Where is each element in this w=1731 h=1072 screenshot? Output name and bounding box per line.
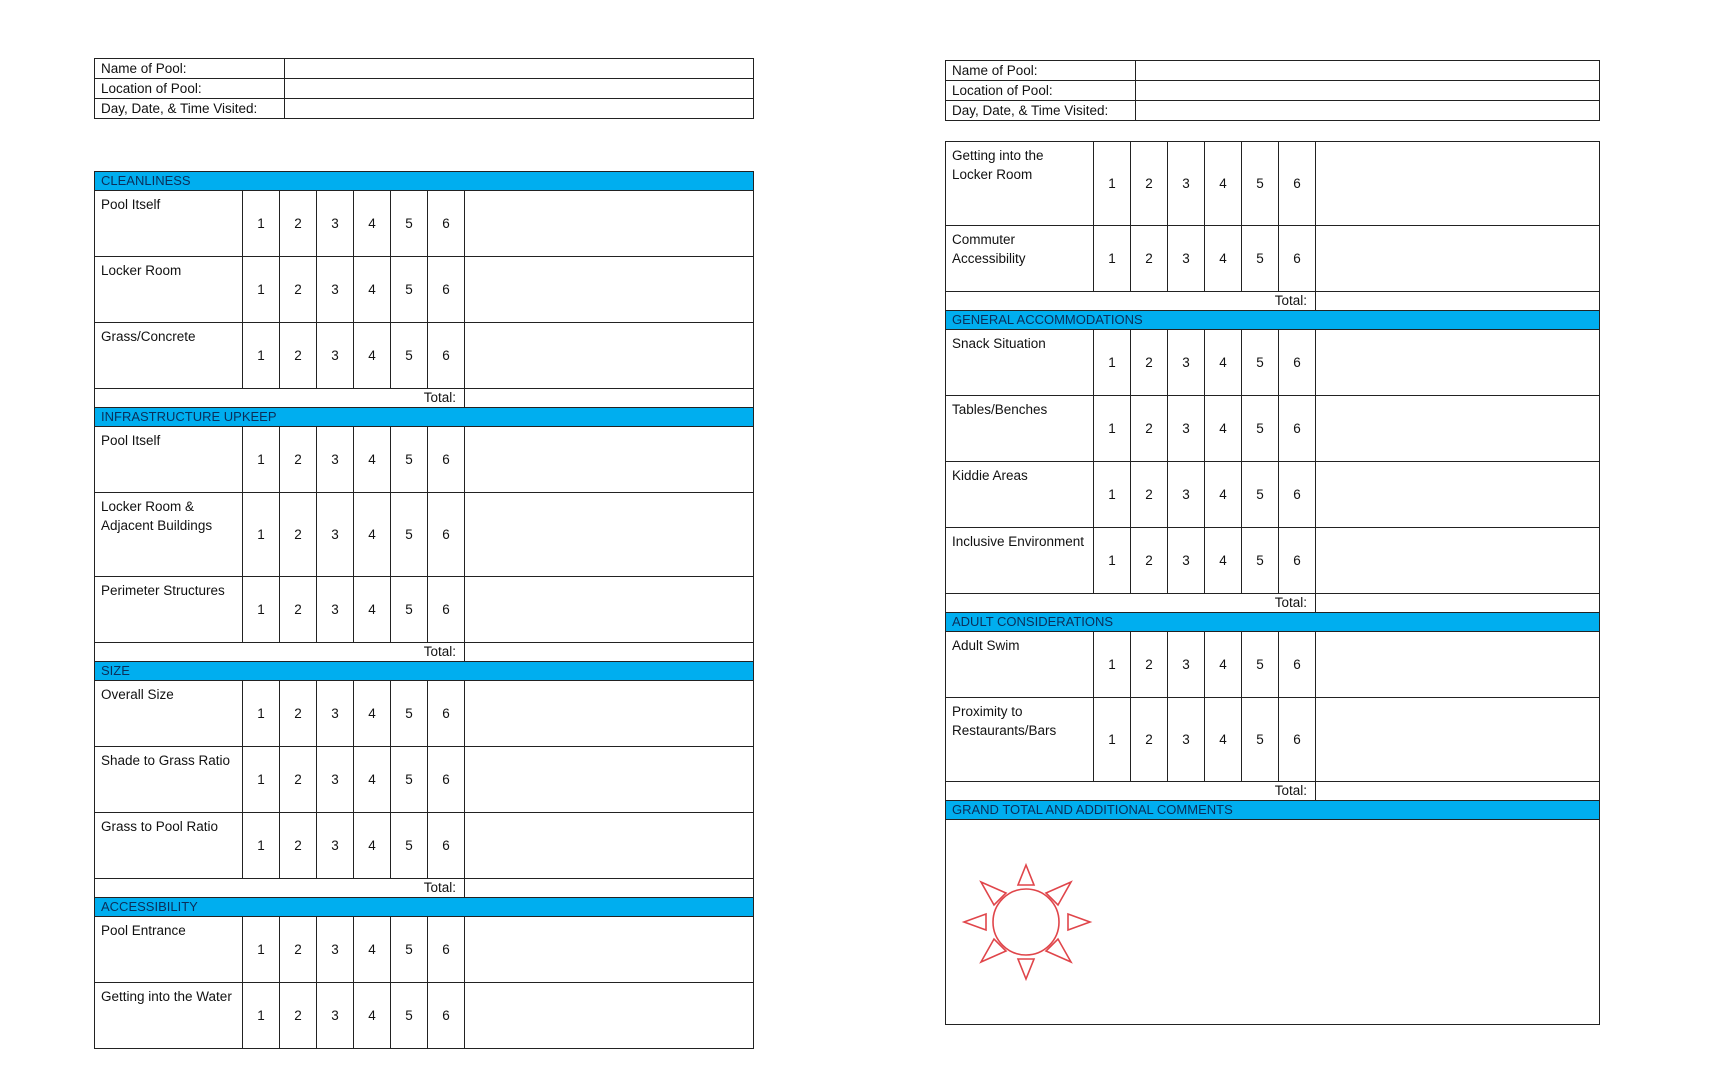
score-option-4[interactable]: 4 <box>1205 698 1242 782</box>
total-label: Total: <box>95 389 465 408</box>
score-option-4[interactable]: 4 <box>1205 462 1242 528</box>
score-option-4[interactable]: 4 <box>354 257 391 323</box>
comments-cell[interactable] <box>465 427 754 493</box>
score-option-4[interactable]: 4 <box>354 323 391 389</box>
rating-row <box>95 577 754 643</box>
score-option-6[interactable]: 6 <box>428 681 465 747</box>
score-option-3[interactable]: 3 <box>317 493 354 577</box>
score-option-6[interactable]: 6 <box>428 257 465 323</box>
comments-cell[interactable] <box>465 191 754 257</box>
total-value-field[interactable] <box>465 389 754 408</box>
score-option-5[interactable]: 5 <box>391 917 428 983</box>
right-scorecard-page <box>945 60 1600 1025</box>
criterion-label: Getting into the Locker Room <box>946 142 1094 226</box>
rating-row <box>946 698 1600 782</box>
section-title: GRAND TOTAL AND ADDITIONAL COMMENTS <box>946 801 1600 820</box>
comments-cell[interactable] <box>465 983 754 1049</box>
score-option-3[interactable]: 3 <box>1168 396 1205 462</box>
sun-icon <box>956 855 1106 990</box>
score-option-3[interactable]: 3 <box>317 323 354 389</box>
score-option-1[interactable]: 1 <box>243 323 280 389</box>
info-row <box>95 59 754 79</box>
score-option-4[interactable]: 4 <box>1205 330 1242 396</box>
score-option-6[interactable]: 6 <box>428 577 465 643</box>
criterion-label: Locker Room <box>95 257 243 323</box>
section-header <box>95 898 754 917</box>
score-option-5[interactable]: 5 <box>1242 698 1279 782</box>
comments-cell[interactable] <box>1316 142 1600 226</box>
score-option-1[interactable]: 1 <box>243 427 280 493</box>
score-option-4[interactable]: 4 <box>354 493 391 577</box>
info-value-field[interactable] <box>285 79 754 99</box>
total-row <box>946 594 1600 613</box>
rating-row <box>95 813 754 879</box>
rating-row <box>95 191 754 257</box>
score-option-5[interactable]: 5 <box>391 681 428 747</box>
score-option-2[interactable]: 2 <box>280 323 317 389</box>
rating-row <box>95 917 754 983</box>
total-row <box>95 879 754 898</box>
comments-cell[interactable] <box>1316 632 1600 698</box>
score-option-2[interactable]: 2 <box>1131 462 1168 528</box>
criterion-label: Pool Itself <box>95 427 243 493</box>
score-option-2[interactable]: 2 <box>1131 226 1168 292</box>
score-option-2[interactable]: 2 <box>1131 396 1168 462</box>
info-label: Day, Date, & Time Visited: <box>95 99 285 119</box>
score-option-3[interactable]: 3 <box>1168 528 1205 594</box>
score-option-4[interactable]: 4 <box>1205 632 1242 698</box>
rating-row <box>946 330 1600 396</box>
score-option-3[interactable]: 3 <box>1168 226 1205 292</box>
score-option-1[interactable]: 1 <box>243 747 280 813</box>
score-option-5[interactable]: 5 <box>1242 632 1279 698</box>
score-option-5[interactable]: 5 <box>391 323 428 389</box>
section-title: CLEANLINESS <box>95 172 754 191</box>
score-option-1[interactable]: 1 <box>243 681 280 747</box>
info-row <box>95 79 754 99</box>
score-option-6[interactable]: 6 <box>428 747 465 813</box>
total-row <box>95 389 754 408</box>
rating-row <box>95 323 754 389</box>
criterion-label: Pool Entrance <box>95 917 243 983</box>
total-label: Total: <box>946 292 1316 311</box>
section-title: SIZE <box>95 662 754 681</box>
score-option-5[interactable]: 5 <box>391 257 428 323</box>
score-option-5[interactable]: 5 <box>1242 396 1279 462</box>
score-option-4[interactable]: 4 <box>354 681 391 747</box>
score-option-4[interactable]: 4 <box>354 427 391 493</box>
rating-row <box>946 632 1600 698</box>
total-value-field[interactable] <box>1316 782 1600 801</box>
score-option-4[interactable]: 4 <box>354 917 391 983</box>
comments-cell[interactable] <box>1316 396 1600 462</box>
rating-row <box>95 427 754 493</box>
grand-total-comments-box[interactable] <box>946 820 1600 1025</box>
score-option-5[interactable]: 5 <box>391 493 428 577</box>
criterion-label: Adult Swim <box>946 632 1094 698</box>
score-option-2[interactable]: 2 <box>1131 632 1168 698</box>
info-value-field[interactable] <box>1136 61 1600 81</box>
score-option-3[interactable]: 3 <box>1168 698 1205 782</box>
score-option-5[interactable]: 5 <box>1242 330 1279 396</box>
info-label: Name of Pool: <box>95 59 285 79</box>
score-option-5[interactable]: 5 <box>391 191 428 257</box>
section-header <box>946 311 1600 330</box>
criterion-label: Pool Itself <box>95 191 243 257</box>
total-row <box>946 292 1600 311</box>
grand-total-comments-row <box>946 820 1600 1025</box>
score-option-1[interactable]: 1 <box>1094 528 1131 594</box>
comments-cell[interactable] <box>465 577 754 643</box>
score-option-6[interactable]: 6 <box>428 191 465 257</box>
total-value-field[interactable] <box>465 879 754 898</box>
criterion-label: Snack Situation <box>946 330 1094 396</box>
total-label: Total: <box>946 782 1316 801</box>
ratings-table <box>945 141 1600 1025</box>
info-label: Day, Date, & Time Visited: <box>946 101 1136 121</box>
score-option-1[interactable]: 1 <box>1094 226 1131 292</box>
score-option-6[interactable]: 6 <box>428 917 465 983</box>
score-option-3[interactable]: 3 <box>317 917 354 983</box>
rating-row <box>95 681 754 747</box>
score-option-1[interactable]: 1 <box>243 577 280 643</box>
criterion-label: Getting into the Water <box>95 983 243 1049</box>
score-option-4[interactable]: 4 <box>1205 142 1242 226</box>
score-option-5[interactable]: 5 <box>1242 528 1279 594</box>
score-option-1[interactable]: 1 <box>1094 330 1131 396</box>
rating-row <box>95 257 754 323</box>
score-option-6[interactable]: 6 <box>428 427 465 493</box>
info-value-field[interactable] <box>1136 101 1600 121</box>
score-option-2[interactable]: 2 <box>1131 698 1168 782</box>
criterion-label: Locker Room & Adjacent Buildings <box>95 493 243 577</box>
comments-cell[interactable] <box>465 493 754 577</box>
info-value-field[interactable] <box>285 99 754 119</box>
score-option-1[interactable]: 1 <box>243 813 280 879</box>
info-row <box>946 101 1600 121</box>
score-option-1[interactable]: 1 <box>1094 462 1131 528</box>
score-option-3[interactable]: 3 <box>1168 330 1205 396</box>
score-option-4[interactable]: 4 <box>1205 396 1242 462</box>
score-option-5[interactable]: 5 <box>1242 142 1279 226</box>
score-option-2[interactable]: 2 <box>280 577 317 643</box>
score-option-4[interactable]: 4 <box>354 191 391 257</box>
score-option-6[interactable]: 6 <box>1279 396 1316 462</box>
total-value-field[interactable] <box>465 643 754 662</box>
rating-row <box>95 983 754 1049</box>
total-label: Total: <box>946 594 1316 613</box>
info-label: Location of Pool: <box>95 79 285 99</box>
score-option-6[interactable]: 6 <box>1279 226 1316 292</box>
criterion-label: Kiddie Areas <box>946 462 1094 528</box>
score-option-3[interactable]: 3 <box>317 577 354 643</box>
rating-row <box>946 528 1600 594</box>
score-option-1[interactable]: 1 <box>1094 142 1131 226</box>
rating-row <box>95 747 754 813</box>
score-option-4[interactable]: 4 <box>354 577 391 643</box>
score-option-4[interactable]: 4 <box>1205 226 1242 292</box>
section-header <box>95 408 754 427</box>
criterion-label: Grass/Concrete <box>95 323 243 389</box>
criterion-label: Inclusive Environment <box>946 528 1094 594</box>
info-label: Name of Pool: <box>946 61 1136 81</box>
score-option-5[interactable]: 5 <box>391 747 428 813</box>
rating-row <box>946 142 1600 226</box>
pool-info-table <box>94 58 754 119</box>
score-option-6[interactable]: 6 <box>1279 462 1316 528</box>
criterion-label: Grass to Pool Ratio <box>95 813 243 879</box>
score-option-3[interactable]: 3 <box>317 191 354 257</box>
score-option-6[interactable]: 6 <box>428 323 465 389</box>
score-option-3[interactable]: 3 <box>317 257 354 323</box>
score-option-2[interactable]: 2 <box>280 813 317 879</box>
comments-cell[interactable] <box>465 323 754 389</box>
score-option-1[interactable]: 1 <box>1094 632 1131 698</box>
comments-cell[interactable] <box>1316 698 1600 782</box>
comments-cell[interactable] <box>465 747 754 813</box>
score-option-3[interactable]: 3 <box>317 427 354 493</box>
score-option-4[interactable]: 4 <box>354 983 391 1049</box>
comments-cell[interactable] <box>1316 462 1600 528</box>
section-header <box>946 801 1600 820</box>
total-row <box>95 643 754 662</box>
rating-row <box>95 493 754 577</box>
info-value-field[interactable] <box>1136 81 1600 101</box>
score-option-6[interactable]: 6 <box>1279 528 1316 594</box>
comments-cell[interactable] <box>465 257 754 323</box>
score-option-1[interactable]: 1 <box>243 917 280 983</box>
score-option-2[interactable]: 2 <box>1131 528 1168 594</box>
score-option-1[interactable]: 1 <box>1094 698 1131 782</box>
score-option-3[interactable]: 3 <box>1168 142 1205 226</box>
score-option-3[interactable]: 3 <box>317 681 354 747</box>
score-option-3[interactable]: 3 <box>1168 462 1205 528</box>
score-option-2[interactable]: 2 <box>280 681 317 747</box>
score-option-1[interactable]: 1 <box>243 257 280 323</box>
info-row <box>95 99 754 119</box>
score-option-6[interactable]: 6 <box>1279 330 1316 396</box>
score-option-1[interactable]: 1 <box>1094 396 1131 462</box>
info-row <box>946 81 1600 101</box>
section-title: ACCESSIBILITY <box>95 898 754 917</box>
ratings-table <box>94 171 754 1049</box>
rating-row <box>946 226 1600 292</box>
score-option-4[interactable]: 4 <box>354 813 391 879</box>
score-option-6[interactable]: 6 <box>428 983 465 1049</box>
section-header <box>95 172 754 191</box>
score-option-4[interactable]: 4 <box>1205 528 1242 594</box>
comments-cell[interactable] <box>465 681 754 747</box>
criterion-label: Overall Size <box>95 681 243 747</box>
score-option-5[interactable]: 5 <box>1242 226 1279 292</box>
score-option-2[interactable]: 2 <box>280 257 317 323</box>
score-option-6[interactable]: 6 <box>428 813 465 879</box>
score-option-5[interactable]: 5 <box>391 813 428 879</box>
score-option-2[interactable]: 2 <box>280 427 317 493</box>
section-header <box>946 613 1600 632</box>
info-label: Location of Pool: <box>946 81 1136 101</box>
score-option-3[interactable]: 3 <box>317 747 354 813</box>
info-value-field[interactable] <box>285 59 754 79</box>
section-header <box>95 662 754 681</box>
total-label: Total: <box>95 643 465 662</box>
total-value-field[interactable] <box>1316 292 1600 311</box>
score-option-5[interactable]: 5 <box>391 427 428 493</box>
score-option-6[interactable]: 6 <box>1279 632 1316 698</box>
comments-cell[interactable] <box>465 917 754 983</box>
score-option-3[interactable]: 3 <box>317 813 354 879</box>
score-option-1[interactable]: 1 <box>243 191 280 257</box>
score-option-2[interactable]: 2 <box>280 983 317 1049</box>
score-option-6[interactable]: 6 <box>1279 698 1316 782</box>
total-label: Total: <box>95 879 465 898</box>
rating-row <box>946 396 1600 462</box>
criterion-label: Tables/Benches <box>946 396 1094 462</box>
section-title: ADULT CONSIDERATIONS <box>946 613 1600 632</box>
left-scorecard-page <box>94 58 754 1049</box>
criterion-label: Perimeter Structures <box>95 577 243 643</box>
score-option-6[interactable]: 6 <box>1279 142 1316 226</box>
score-option-5[interactable]: 5 <box>391 983 428 1049</box>
comments-cell[interactable] <box>1316 226 1600 292</box>
score-option-2[interactable]: 2 <box>280 917 317 983</box>
score-option-4[interactable]: 4 <box>354 747 391 813</box>
score-option-3[interactable]: 3 <box>1168 632 1205 698</box>
pool-info-table <box>945 60 1600 121</box>
score-option-2[interactable]: 2 <box>1131 330 1168 396</box>
criterion-label: Proximity to Restaurants/Bars <box>946 698 1094 782</box>
criterion-label: Commuter Accessibility <box>946 226 1094 292</box>
score-option-2[interactable]: 2 <box>280 493 317 577</box>
section-title: INFRASTRUCTURE UPKEEP <box>95 408 754 427</box>
score-option-5[interactable]: 5 <box>1242 462 1279 528</box>
score-option-5[interactable]: 5 <box>391 577 428 643</box>
score-option-2[interactable]: 2 <box>280 747 317 813</box>
score-option-3[interactable]: 3 <box>317 983 354 1049</box>
rating-row <box>946 462 1600 528</box>
comments-cell[interactable] <box>465 813 754 879</box>
score-option-2[interactable]: 2 <box>1131 142 1168 226</box>
score-option-2[interactable]: 2 <box>280 191 317 257</box>
score-option-1[interactable]: 1 <box>243 493 280 577</box>
info-row <box>946 61 1600 81</box>
total-row <box>946 782 1600 801</box>
score-option-6[interactable]: 6 <box>428 493 465 577</box>
section-title: GENERAL ACCOMMODATIONS <box>946 311 1600 330</box>
score-option-1[interactable]: 1 <box>243 983 280 1049</box>
comments-cell[interactable] <box>1316 330 1600 396</box>
criterion-label: Shade to Grass Ratio <box>95 747 243 813</box>
total-value-field[interactable] <box>1316 594 1600 613</box>
comments-cell[interactable] <box>1316 528 1600 594</box>
